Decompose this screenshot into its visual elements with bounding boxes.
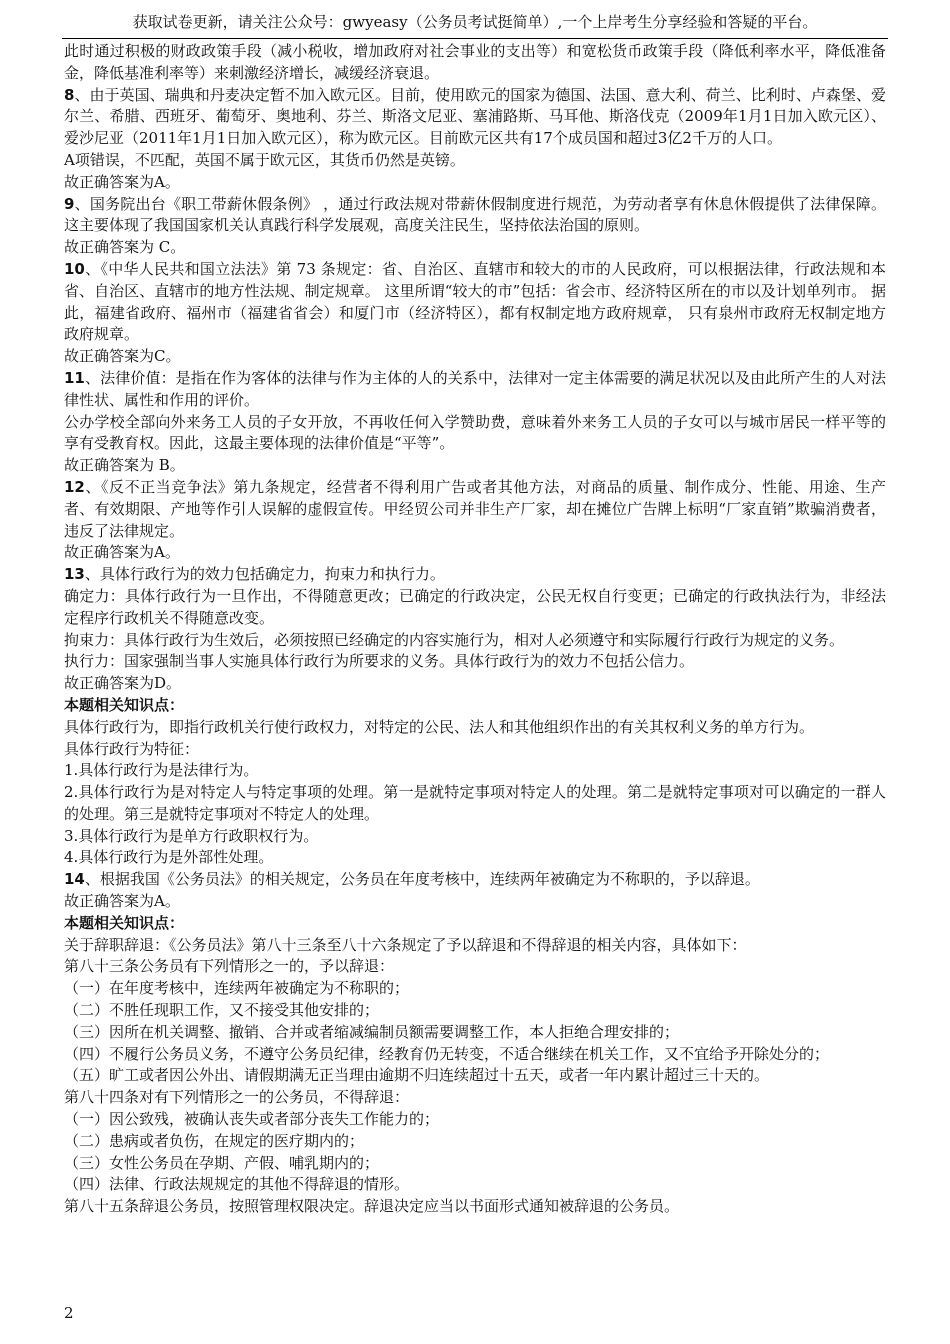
- paragraph: [64, 237, 886, 259]
- paragraph-text: 故正确答案为A。: [64, 543, 180, 562]
- paragraph-text: 第八十四条对有下列情形之一的公务员，不得辞退：: [64, 1088, 410, 1107]
- paragraph-text: 关于辞职辞退：《公务员法》第八十三条至八十六条规定了予以辞退和不得辞退的相关内容，具体如下：: [64, 935, 747, 954]
- paragraph: [64, 847, 886, 869]
- question-number: 14: [64, 870, 85, 889]
- paragraph-text: 、《中华人民共和国立法法》第 73 条规定：省、自治区、直辖市和较大的市的人民政府，可以根据法律，行政法规和本省、自治区、直辖市的地方性法规、制定规章。 这里所谓“较大的市”包括：省会市、经济特区所在的市以及计划单列市。 据此，福建省政府、福州市（福建省省会）和厦门市（经济特区），都有权制定地方政府规章， 只有泉州市政府无权制定地方政府规章。: [64, 259, 886, 344]
- section-heading: [64, 695, 886, 717]
- page-header: 获取试卷更新，请关注公众号：gwyeasy（公务员考试挺简单）,一个上岸考生分享经验和答疑的平台。: [132, 13, 818, 31]
- paragraph: [64, 1044, 886, 1066]
- paragraph-text: 执行力：国家强制当事人实施具体行政行为所要求的义务。具体行政行为的效力不包括公信力。: [64, 652, 695, 671]
- paragraph: [64, 412, 886, 456]
- paragraph-text: 故正确答案为A。: [64, 892, 180, 911]
- paragraph-text: （一）因公致残，被确认丧失或者部分丧失工作能力的；: [64, 1110, 440, 1129]
- page-number: 2: [64, 1304, 74, 1322]
- paragraph: [64, 41, 886, 85]
- paragraph-text: （四）法律、行政法规规定的其他不得辞退的情形。: [64, 1175, 410, 1194]
- paragraph: [64, 760, 886, 782]
- question-number: 10: [64, 259, 85, 278]
- paragraph: [64, 1153, 886, 1175]
- paragraph: [64, 826, 886, 848]
- paragraph-text: 4.具体行政行为是外部性处理。: [64, 848, 274, 867]
- paragraph: [64, 1087, 886, 1109]
- paragraph-text: 第八十三条公务员有下列情形之一的，予以辞退：: [64, 957, 395, 976]
- document-body: [64, 41, 886, 1218]
- paragraph-text: 故正确答案为D。: [64, 674, 182, 693]
- paragraph-text: 、根据我国《公务员法》的相关规定，公务员在年度考核中，连续两年被确定为不称职的，予以辞退。: [84, 870, 760, 889]
- paragraph-text: （三）因所在机关调整、撤销、合并或者缩减编制员额需要调整工作，本人拒绝合理安排的；: [64, 1022, 680, 1041]
- paragraph-text: （五）旷工或者因公外出、请假期满无正当理由逾期不归连续超过十五天，或者一年内累计超过三十天的。: [64, 1066, 770, 1085]
- question-paragraph: [64, 564, 886, 586]
- paragraph: [64, 673, 886, 695]
- paragraph: [64, 1174, 886, 1196]
- paragraph-text: 拘束力：具体行政行为生效后，必须按照已经确定的内容实施行为，相对人必须遵守和实际履行行政行为规定的义务。: [64, 630, 845, 649]
- paragraph-text: 、由于英国、瑞典和丹麦决定暂不加入欧元区。目前，使用欧元的国家为德国、法国、意大利、荷兰、比利时、卢森堡、爱尔兰、希腊、西班牙、葡萄牙、奥地利、芬兰、斯洛文尼亚、塞浦路斯、马耳他、斯洛伐克（2009年1月1日加入欧元区）、爱沙尼亚（2011年1月1日加入欧元区），称为欧元区。目前欧元区共有17个成员国和超过3亿2千万的人口。: [64, 85, 886, 148]
- paragraph-text: （二）不胜任现职工作，又不接受其他安排的；: [64, 1001, 380, 1020]
- paragraph-text: 、具体行政行为的效力包括确定力，拘束力和执行力。: [84, 565, 445, 584]
- question-paragraph: [64, 194, 886, 238]
- paragraph: [64, 586, 886, 630]
- paragraph: [64, 739, 886, 761]
- paragraph-text: （三）女性公务员在孕期、产假、哺乳期内的；: [64, 1153, 380, 1172]
- question-paragraph: [64, 259, 886, 346]
- paragraph: [64, 630, 886, 652]
- paragraph-text: 1.具体行政行为是法律行为。: [64, 761, 259, 780]
- paragraph: [64, 1065, 886, 1087]
- paragraph-text: 2.具体行政行为是对特定人与特定事项的处理。第一是就特定事项对特定人的处理。第二是就特定事项对可以确定的一群人的处理。第三是就特定事项对不特定人的处理。: [64, 783, 886, 823]
- paragraph: [64, 956, 886, 978]
- header-divider: [62, 38, 888, 39]
- heading-text: 本题相关知识点：: [64, 913, 185, 932]
- question-number: 13: [64, 565, 85, 584]
- paragraph: [64, 542, 886, 564]
- paragraph: [64, 346, 886, 368]
- paragraph: [64, 782, 886, 826]
- question-paragraph: [64, 477, 886, 542]
- paragraph: [64, 1196, 886, 1218]
- paragraph: [64, 1131, 886, 1153]
- paragraph: [64, 935, 886, 957]
- paragraph-text: 、法律价值：是指在作为客体的法律与作为主体的人的关系中，法律对一定主体需要的满足状况以及由此所产生的人对法律性状、属性和作用的评价。: [64, 368, 886, 409]
- paragraph: [64, 455, 886, 477]
- paragraph-text: 、国务院出台《职工带薪休假条例》 ，通过行政法规对带薪休假制度进行规范，为劳动者享有休息休假提供了法律保障。这主要体现了我国国家机关认真践行科学发展观，高度关注民生，坚持依法治国的原则。: [64, 194, 886, 235]
- paragraph: [64, 717, 886, 739]
- paragraph-text: （二）患病或者负伤，在规定的医疗期内的；: [64, 1131, 365, 1150]
- paragraph-text: 故正确答案为 C。: [64, 238, 186, 257]
- paragraph-text: 故正确答案为C。: [64, 347, 181, 366]
- paragraph-text: 确定力：具体行政行为一旦作出，不得随意更改；已确定的行政决定，公民无权自行变更；已确定的行政执法行为，非经法定程序行政机关不得随意改变。: [64, 586, 886, 627]
- section-heading: [64, 913, 886, 935]
- paragraph: [64, 1109, 886, 1131]
- paragraph-text: 第八十五条辞退公务员，按照管理权限决定。辞退决定应当以书面形式通知被辞退的公务员。: [64, 1197, 680, 1216]
- question-paragraph: [64, 85, 886, 150]
- paragraph-text: 此时通过积极的财政政策手段（减小税收，增加政府对社会事业的支出等）和宽松货币政策手段（降低利率水平，降低准备金，降低基准利率等）来刺激经济增长，减缓经济衰退。: [64, 42, 886, 82]
- paragraph-text: 故正确答案为 B。: [64, 456, 185, 475]
- paragraph: [64, 978, 886, 1000]
- question-number: 12: [64, 477, 85, 496]
- paragraph-text: 具体行政行为，即指行政机关行使行政权力，对特定的公民、法人和其他组织作出的有关其权利义务的单方行为。: [64, 717, 815, 736]
- paragraph: [64, 891, 886, 913]
- paragraph: [64, 150, 886, 172]
- paragraph: [64, 651, 886, 673]
- paragraph: [64, 1000, 886, 1022]
- question-number: 9: [64, 194, 75, 213]
- question-paragraph: [64, 869, 886, 891]
- paragraph-text: 3.具体行政行为是单方行政职权行为。: [64, 826, 319, 845]
- paragraph-text: （四）不履行公务员义务，不遵守公务员纪律，经教育仍无转变，不适合继续在机关工作，又不宜给予开除处分的；: [64, 1044, 830, 1063]
- paragraph-text: 公办学校全部向外来务工人员的子女开放，不再收任何入学赞助费，意味着外来务工人员的子女可以与城市居民一样平等的享有受教育权。因此，这最主要体现的法律价值是“平等”。: [64, 412, 886, 453]
- paragraph-text: 、《反不正当竞争法》第九条规定，经营者不得利用广告或者其他方法，对商品的质量、制作成分、性能、用途、生产者、有效期限、产地等作引人误解的虚假宣传。甲经贸公司并非生产厂家，却在摊位广告牌上标明“厂家直销”欺骗消费者，违反了法律规定。: [64, 477, 886, 540]
- paragraph-text: 具体行政行为特征：: [64, 739, 200, 758]
- paragraph: [64, 172, 886, 194]
- question-number: 11: [64, 368, 85, 387]
- question-number: 8: [64, 85, 75, 104]
- paragraph-text: 故正确答案为A。: [64, 172, 180, 191]
- question-paragraph: [64, 368, 886, 412]
- heading-text: 本题相关知识点：: [64, 695, 185, 714]
- paragraph-text: A项错误，不匹配，英国不属于欧元区，其货币仍然是英镑。: [64, 150, 465, 169]
- paragraph-text: （一）在年度考核中，连续两年被确定为不称职的；: [64, 979, 410, 998]
- paragraph: [64, 1022, 886, 1044]
